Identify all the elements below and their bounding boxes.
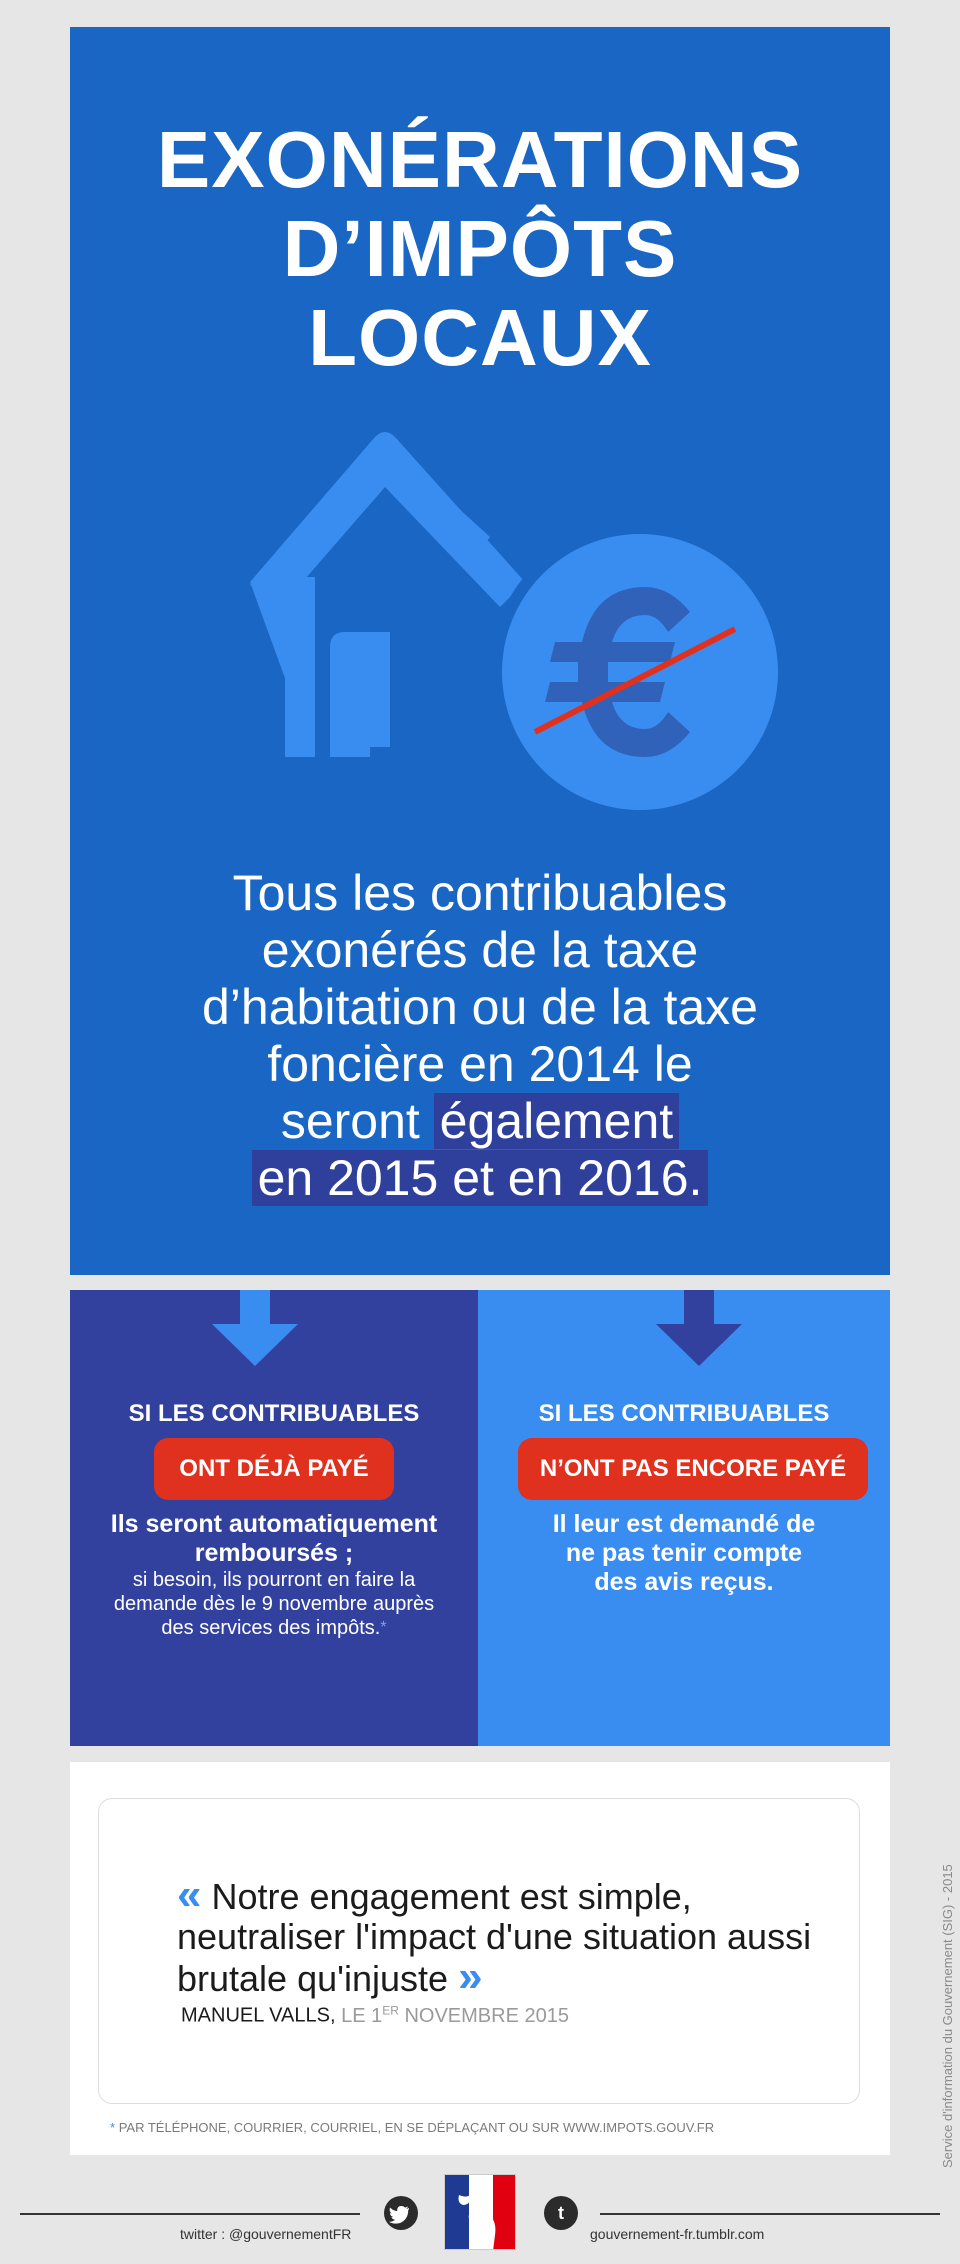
left-col-star: * <box>380 1619 387 1636</box>
intro-line-5 <box>70 1093 890 1150</box>
quote-section <box>70 1762 890 2155</box>
right-col-bold: Il leur est demandé de ne pas tenir compte des avis reçus. <box>552 1510 816 1596</box>
quote-attribution <box>181 2003 569 2028</box>
sig-credit: Service d'information du Gouvernement (SIG) - 2015 <box>940 1864 955 2168</box>
quote-close-mark: » <box>458 1952 483 2001</box>
quote-open-mark: « <box>177 1870 202 1919</box>
tumblr-url-link[interactable]: gouvernement-fr.tumblr.com <box>590 2226 765 2242</box>
already-paid-panel <box>70 1290 478 1746</box>
footnote-star: * <box>110 2120 116 2135</box>
footer-rule-left <box>20 2213 360 2215</box>
house-roof-shape <box>250 437 490 597</box>
quote-card <box>98 1798 860 2104</box>
quote-body: Notre engagement est simple, neutraliser l'impact d'une situation aussi brutale qu'injuste <box>177 1876 812 1999</box>
intro-line-1: Tous les contribuables <box>232 865 728 921</box>
left-col-text: si besoin, ils pourront en faire la demande dès le 9 novembre auprès des services des impôts. <box>113 1569 435 1639</box>
quote-date-prefix: LE 1 <box>341 2004 383 2027</box>
intro-highlight-2: en 2015 et en 2016. <box>252 1150 709 1206</box>
twitter-handle-link[interactable]: twitter : @gouvernementFR <box>180 2226 352 2242</box>
twitter-bird-icon <box>384 2196 418 2230</box>
left-col-text-wrap <box>110 1568 438 1640</box>
quote-date <box>341 2005 569 2027</box>
house-wall-shape <box>285 577 315 757</box>
intro-text <box>70 865 890 1207</box>
intro-line-6 <box>70 1150 890 1207</box>
page-title <box>70 115 890 382</box>
footnote <box>110 2120 714 2135</box>
left-col-header: SI LES CONTRIBUABLES <box>128 1400 420 1427</box>
arrow-down-icon <box>210 1290 300 1366</box>
intro-line-3: d’habitation ou de la taxe <box>202 979 758 1035</box>
quote-author: MANUEL VALLS, <box>181 2004 336 2027</box>
quote-date-sup: ER <box>382 2003 399 2017</box>
left-col-body <box>70 1510 478 1640</box>
intro-line-4: foncière en 2014 le <box>267 1036 693 1092</box>
not-paid-badge: N’ONT PAS ENCORE PAYÉ <box>518 1438 868 1500</box>
hero-panel <box>70 27 890 1275</box>
house-euro-icon <box>250 407 790 827</box>
title-line-2: D’IMPÔTS <box>282 204 678 293</box>
title-line-1: EXONÉRATIONS <box>156 115 804 204</box>
twitter-icon[interactable] <box>384 2196 418 2230</box>
quote-text <box>177 1870 817 2001</box>
government-logo <box>444 2174 516 2250</box>
right-col-body <box>478 1510 890 1597</box>
footnote-text: PAR TÉLÉPHONE, COURRIER, COURRIEL, EN SE DÉPLAÇANT OU SUR WWW.IMPOTS.GOUV.FR <box>118 2120 715 2135</box>
left-col-bold: Ils seront automatiquement remboursés ; <box>110 1510 438 1567</box>
intro-highlight-1: également <box>434 1093 680 1149</box>
title-line-3: LOCAUX <box>308 293 652 382</box>
arrow-down-icon <box>654 1290 744 1366</box>
intro-line-5a: seront <box>280 1093 434 1149</box>
not-paid-panel <box>478 1290 890 1746</box>
tumblr-icon[interactable]: t <box>544 2196 578 2230</box>
house-door-shape <box>330 657 370 757</box>
intro-line-2: exonérés de la taxe <box>261 922 699 978</box>
euro-coin <box>502 534 778 810</box>
footer-rule-right <box>600 2213 940 2215</box>
footer <box>0 2160 960 2264</box>
already-paid-badge: ONT DÉJÀ PAYÉ <box>154 1438 394 1500</box>
right-col-header: SI LES CONTRIBUABLES <box>538 1400 830 1427</box>
quote-date-suffix: NOVEMBRE 2015 <box>404 2004 569 2027</box>
